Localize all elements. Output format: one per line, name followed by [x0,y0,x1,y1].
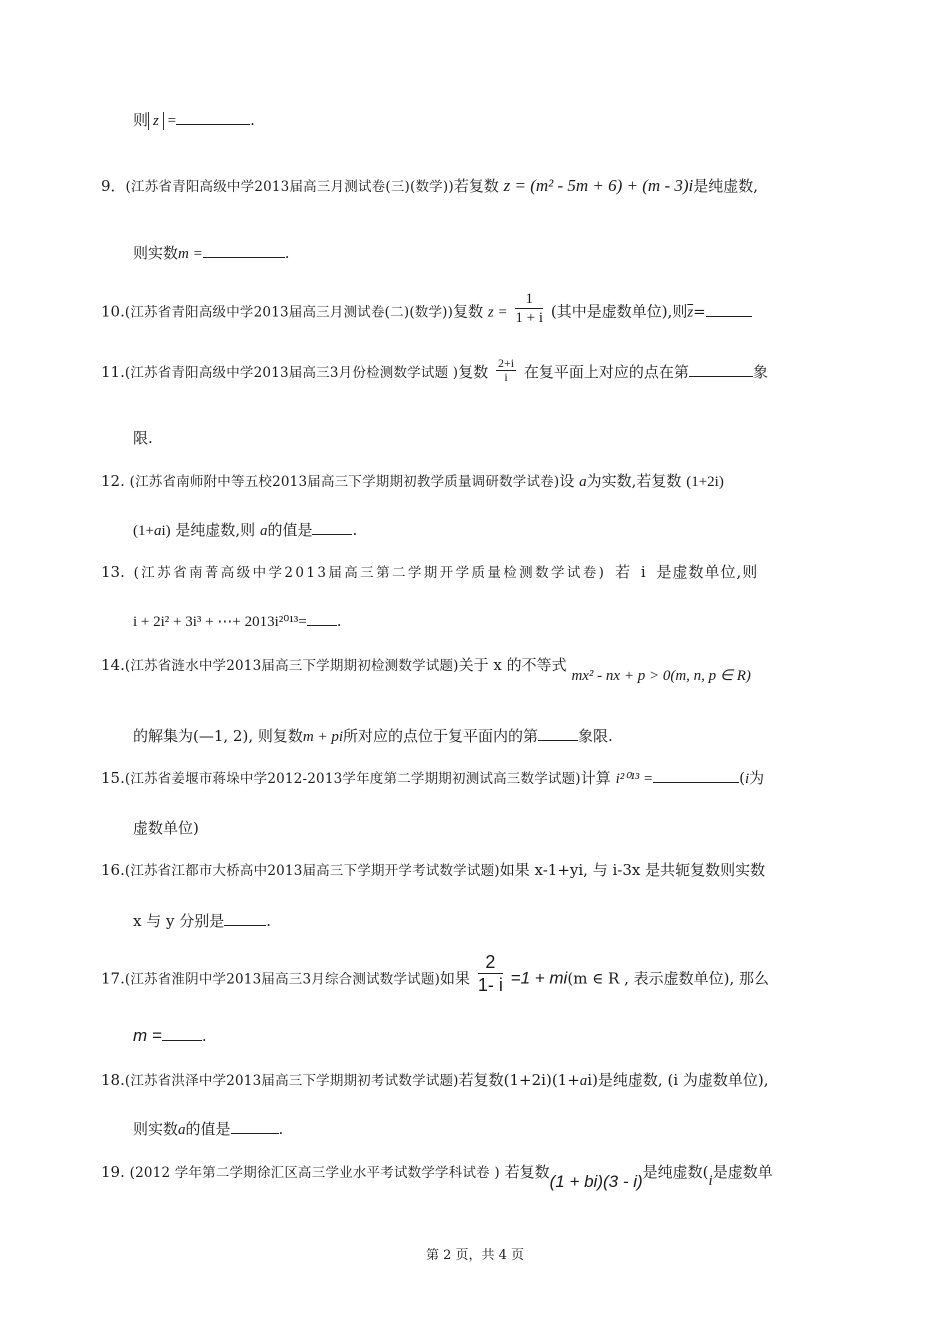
question-number: 11. [101,363,125,381]
question-text: 若复数 [453,177,499,195]
q8-continuation [133,110,255,131]
text: 则实数 [133,244,179,262]
question-source: (江苏省南师附中等五校2013届高三下学期期初教学质量调研数学试卷) [129,474,560,490]
question-text: (m ∈ R , 表示虚数单位), 那么 [567,969,770,988]
question-16-line-2 [133,911,271,931]
question-13 [101,562,758,583]
fraction-numerator: 2+i [498,355,515,370]
question-text: 复数 [453,302,484,321]
fraction-denominator: i [504,369,508,384]
period: . [336,612,342,630]
period: . [284,244,290,262]
question-text: 若复数(1+2i)(1+ [458,1071,580,1089]
answer-blank [653,768,739,783]
equals: = [693,302,706,321]
question-text: 复数 [458,363,489,381]
question-17 [101,952,770,996]
text: ( [739,769,745,787]
question-text: 如果 x-1+yi, 与 i-3x 是共轭复数则实数 [499,861,766,879]
answer-blank [538,726,578,741]
math-a: a [178,1122,186,1138]
equals: = [163,113,177,129]
question-text: 关于 x 的不等式 [458,656,567,674]
question-source: (江苏省南菁高级中学2013届高三第二学期开学质量检测数学试卷) [133,565,607,581]
answer-blank [312,520,352,535]
math-i: i [708,1173,713,1189]
text: 是纯虚数,则 [170,521,256,539]
question-number: 9． [101,177,126,195]
text: 则实数 [133,1120,179,1138]
math-a: a [579,1073,588,1089]
fraction-denominator: 1- i [477,975,503,995]
question-number: 10. [101,302,125,321]
question-text: 在复平面上对应的点在第 [523,363,689,381]
fraction [478,951,503,996]
question-number: 14. [101,656,125,674]
question-17-line-2 [133,1026,207,1046]
question-number: 16. [101,861,125,879]
question-source: (江苏省洪泽中学2013届高三下学期期初考试数学试题) [124,1073,459,1089]
question-source: (江苏省青阳高级中学2013届高三3月份检测数学试题 ) [124,365,459,381]
question-source: (江苏省青阳高级中学2013届高三月测试卷(二)(数学)) [124,304,454,321]
question-text: 是纯虚数, [693,177,759,195]
question-10 [101,291,752,327]
abs-z [148,112,164,130]
question-text: 如果 [440,969,471,988]
page-footer: 第 2 页，共 4 页 [425,1248,525,1263]
math-expression: i) [161,523,171,539]
math-expression: (1+2i) [686,474,724,490]
question-11 [101,355,768,384]
fraction-numerator: 2 [478,951,503,974]
question-16 [101,860,765,881]
math-z-conjugate: $\overline{z}$ [687,304,694,321]
text: 象限. [578,727,613,745]
question-source: (江苏省涟水中学2013届高三下学期期初检测数学试题) [124,658,459,674]
text: 限. [133,429,153,447]
question-number: 13. [101,563,125,581]
question-14-line-2 [133,726,613,747]
question-source: (2012 学年第二学期徐汇区高三学业水平考试数学学科试卷 ) [129,1165,500,1181]
math-expression: i²⁰¹³ = [615,771,654,787]
period: . [201,1027,207,1045]
question-text: i)是纯虚数, (i 为虚数单位), [587,1071,769,1089]
math-m: m = [178,246,203,262]
answer-blank [176,110,250,125]
question-text: 若复数 [504,1163,550,1181]
question-source: (江苏省青阳高级中学2013届高三月测试卷(三)(数学)) [125,179,454,195]
question-19 [101,1162,773,1191]
math-expression: m + pi [302,729,343,745]
fraction-denominator: 1 + i [515,310,544,326]
question-14 [101,655,751,684]
math-expression: (1+ [133,523,154,539]
math-expression: z = (m² - 5m + 6) + (m - 3)i [503,176,694,195]
question-text: 设 [559,472,575,490]
text: 的解集为(—1, 2), 则复数 [133,727,303,745]
question-text: 计算 [580,769,611,787]
question-18 [101,1070,769,1091]
text: 所对应的点位于复平面内的第 [343,727,539,745]
text: 的值是 [267,521,313,539]
fraction [496,357,516,384]
math-a: a [259,523,268,539]
question-9 [101,176,758,197]
text: 虚数单位) [133,819,199,837]
question-13-line-2 [133,611,342,632]
period: . [278,1120,284,1138]
answer-blank [231,1119,279,1134]
text: x 与 y 分别是 [133,912,225,930]
question-12 [101,471,724,492]
question-text: 若 i 是虚数单位,则 [615,563,759,581]
question-number: 15. [101,769,125,787]
question-12-line-2 [133,520,357,541]
period: . [352,521,358,539]
math-i: i [744,771,750,787]
answer-blank [689,362,753,377]
question-source: (江苏省淮阴中学2013届高三3月综合测试数学试题) [124,971,441,988]
math-expression: (1 + bi)(3 - i) [549,1172,643,1191]
question-15-line-2 [133,818,199,838]
math-expression: i + 2i² + 3i³ + ⋯+ 2013i²⁰¹³= [133,614,307,630]
answer-blank [307,611,337,626]
period: . [250,111,255,129]
math-z: z = [487,304,508,321]
math-a: a [153,523,162,539]
period: . [266,912,272,930]
question-number: 12. [101,472,125,490]
math-a: a [579,474,587,490]
question-number: 19. [101,1163,125,1181]
question-text: (其中是虚数单位),则 [550,302,688,321]
question-text: 是虚数单 [712,1163,773,1181]
answer-blank [162,1026,202,1041]
question-number: 18. [101,1071,125,1089]
text: 的值是 [185,1120,231,1138]
math-expression: mx² - nx + p > 0(m, n, p ∈ R) [571,668,751,684]
question-9-line-2 [133,243,290,264]
question-text: 象 [752,363,768,381]
question-text: 是纯虚数( [642,1163,709,1181]
question-11-line-2 [133,428,153,448]
answer-blank [706,302,752,317]
answer-blank [203,243,285,258]
question-number: 17. [101,969,125,988]
var-z: z [153,113,159,129]
math-expression: =1 + mi [510,968,568,988]
question-18-line-2 [133,1119,283,1140]
text: 为 [749,769,765,787]
math-m: m = [133,1026,162,1045]
text: 则 [133,111,149,129]
question-source: (江苏省江都市大桥高中2013届高三下学期开学考试数学试题) [124,863,500,879]
answer-blank [224,911,266,926]
fraction [515,290,543,327]
question-source: (江苏省姜堰市蒋垛中学2012-2013学年度第二学期期初测试高三数学试题) [124,771,581,787]
fraction-numerator: 1 [515,290,543,309]
question-15 [101,768,764,789]
question-text: 为实数,若复数 [586,472,682,490]
